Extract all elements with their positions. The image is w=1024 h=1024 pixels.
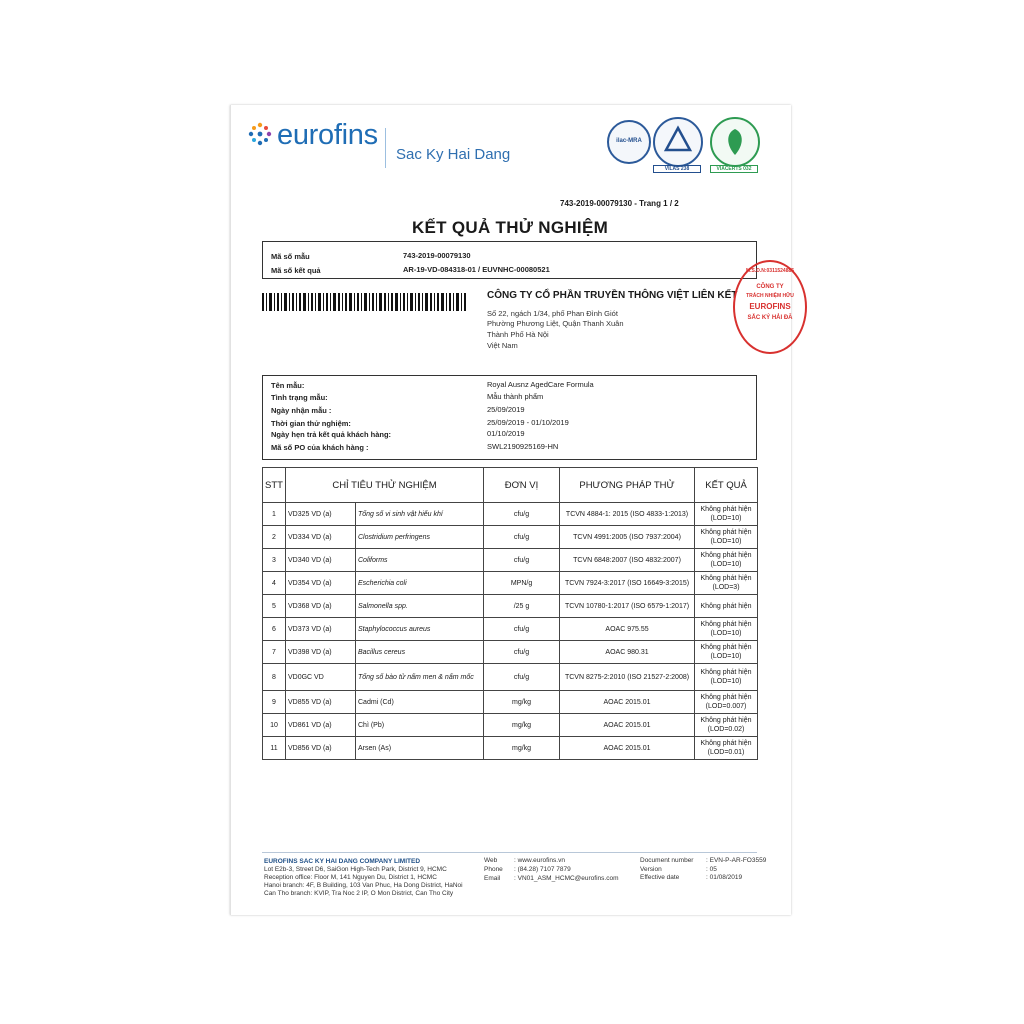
- brand-subtitle: Sac Ky Hai Dang: [396, 146, 511, 163]
- result-lod: (LOD=3): [712, 584, 740, 591]
- sample-info-label: Ngày hẹn trả kết quả khách hàng:: [271, 430, 392, 439]
- row-unit: cfu/g: [484, 549, 560, 572]
- row-stt: 9: [263, 691, 286, 714]
- row-indicator: Tổng số bào tử nấm men & nấm mốc: [356, 664, 484, 691]
- result-text: Không phát hiện: [700, 602, 752, 610]
- row-stt: 11: [263, 737, 286, 760]
- table-row: [263, 664, 758, 691]
- header-result: KẾT QUẢ: [695, 468, 758, 503]
- row-result: [695, 714, 758, 737]
- footer-doc-label: Effective date: [640, 874, 680, 881]
- sample-code-value: 743-2019-00079130: [403, 251, 471, 260]
- sample-info-label: Ngày nhận mẫu :: [271, 406, 332, 415]
- row-unit: cfu/g: [484, 526, 560, 549]
- footer-divider: [262, 852, 757, 853]
- header-stt: STT: [263, 468, 286, 503]
- page-info: 743-2019-00079130 - Trang 1 / 2: [560, 199, 679, 208]
- ilac-mra-logo: [607, 120, 651, 164]
- row-method: AOAC 2015.01: [560, 691, 695, 714]
- eurofins-logo-icon: [248, 122, 272, 146]
- vilas-logo: [653, 117, 703, 167]
- row-unit: cfu/g: [484, 618, 560, 641]
- result-lod: (LOD=0.007): [705, 703, 747, 710]
- result-text: Không phát hiện: [700, 575, 752, 582]
- footer-address-line: Can Tho branch: KVIP, Tra Noc 2 IP, O Mon District, Can Tho City: [264, 890, 454, 897]
- footer-address-line: Lot E2b-3, Street D6, SaiGon High-Tech Park, District 9, HCMC: [264, 866, 447, 873]
- barcode: [262, 293, 466, 311]
- sample-info-value: SWL2190925169-HN: [487, 442, 559, 451]
- result-text: Không phát hiện: [700, 506, 752, 513]
- result-lod: (LOD=10): [710, 653, 742, 660]
- results-table: [262, 467, 758, 760]
- row-result: [695, 641, 758, 664]
- table-row: [263, 737, 758, 760]
- row-unit: cfu/g: [484, 503, 560, 526]
- row-stt: 3: [263, 549, 286, 572]
- row-code: VD373 VD (a): [286, 618, 356, 641]
- row-code: VD334 VD (a): [286, 526, 356, 549]
- vilas-label: VILAS 238: [653, 165, 701, 173]
- row-code: VD325 VD (a): [286, 503, 356, 526]
- footer-contact-value: : (84.28) 7107 7879: [514, 866, 571, 873]
- row-result: [695, 691, 758, 714]
- footer-doc-label: Version: [640, 866, 662, 873]
- result-lod: (LOD=10): [710, 538, 742, 545]
- table-row: [263, 503, 758, 526]
- row-unit: mg/kg: [484, 691, 560, 714]
- result-code-label: Mã số kết quả: [271, 266, 321, 275]
- customer-address-line: Thành Phố Hà Nội: [487, 330, 549, 339]
- row-code: VD855 VD (a): [286, 691, 356, 714]
- row-method: TCVN 4991:2005 (ISO 7937:2004): [560, 526, 695, 549]
- footer-contact-value: : www.eurofins.vn: [514, 857, 565, 864]
- sample-info-label: Mã số PO của khách hàng :: [271, 443, 369, 452]
- page-title: KẾT QUẢ THỬ NGHIỆM: [411, 218, 609, 237]
- row-indicator: Cadmi (Cd): [356, 691, 484, 714]
- footer-contact-label: Web: [484, 857, 498, 864]
- stamp-brand-text: EUROFINS: [749, 302, 791, 311]
- row-code: VD368 VD (a): [286, 595, 356, 618]
- ilac-mra-label: ilac-MRA: [616, 138, 642, 144]
- footer-doc-label: Document number: [640, 857, 694, 864]
- result-lod: (LOD=0.01): [707, 749, 745, 756]
- row-method: TCVN 8275-2:2010 (ISO 21527-2:2008): [560, 664, 695, 691]
- row-code: VD354 VD (a): [286, 572, 356, 595]
- result-text: Không phát hiện: [700, 529, 752, 536]
- result-text: Không phát hiện: [700, 717, 752, 724]
- stamp-ring-text: M.S.D.N:0311524885: [745, 268, 795, 274]
- sample-info-value: Mẫu thành phẩm: [487, 392, 544, 401]
- row-method: AOAC 2015.01: [560, 714, 695, 737]
- triangle-icon: [655, 119, 701, 165]
- result-text: Không phát hiện: [700, 669, 752, 676]
- company-stamp: [733, 260, 807, 354]
- footer-address-line: Reception office: Floor M, 141 Nguyen Du, District 1, HCMC: [264, 874, 437, 881]
- row-result: [695, 618, 758, 641]
- row-indicator: Chì (Pb): [356, 714, 484, 737]
- sample-code-label: Mã số mẫu: [271, 252, 310, 261]
- row-unit: /25 g: [484, 595, 560, 618]
- row-indicator: Arsen (As): [356, 737, 484, 760]
- row-code: VD0GC VD: [286, 664, 356, 691]
- row-result: [695, 572, 758, 595]
- table-row: [263, 641, 758, 664]
- result-text: Không phát hiện: [700, 621, 752, 628]
- row-method: AOAC 2015.01: [560, 737, 695, 760]
- leaf-icon: [712, 119, 758, 165]
- row-method: TCVN 4884-1: 2015 (ISO 4833-1:2013): [560, 503, 695, 526]
- table-row: [263, 526, 758, 549]
- row-stt: 4: [263, 572, 286, 595]
- table-row: [263, 549, 758, 572]
- row-code: VD856 VD (a): [286, 737, 356, 760]
- row-indicator: Clostridium perfringens: [356, 526, 484, 549]
- row-result: [695, 737, 758, 760]
- sample-info-value: Royal Ausnz AgedCare Formula: [487, 380, 594, 389]
- sample-info-value: 01/10/2019: [487, 429, 525, 438]
- row-result: [695, 664, 758, 691]
- row-method: TCVN 7924-3:2017 (ISO 16649-3:2015): [560, 572, 695, 595]
- footer-address-line: Hanoi branch: 4F, B Building, 103 Van Phuc, Ha Dong District, HaNoi: [264, 882, 463, 889]
- sample-info-value: 25/09/2019: [487, 405, 525, 414]
- result-lod: (LOD=10): [710, 678, 742, 685]
- result-text: Không phát hiện: [700, 694, 752, 701]
- row-result: [695, 526, 758, 549]
- footer-doc-value: : 05: [706, 866, 717, 873]
- row-unit: MPN/g: [484, 572, 560, 595]
- row-result: [695, 595, 758, 618]
- footer-doc-value: : 01/08/2019: [706, 874, 743, 881]
- stamp-mid-text: TRÁCH NHIỆM HỮU: [746, 293, 794, 299]
- row-method: AOAC 975.55: [560, 618, 695, 641]
- table-row: [263, 595, 758, 618]
- table-header-row: [263, 468, 758, 503]
- row-stt: 8: [263, 664, 286, 691]
- row-unit: mg/kg: [484, 714, 560, 737]
- result-text: Không phát hiện: [700, 740, 752, 747]
- row-stt: 2: [263, 526, 286, 549]
- brand-name: eurofins: [277, 119, 378, 151]
- result-lod: (LOD=10): [710, 515, 742, 522]
- customer-company: CÔNG TY CỔ PHẦN TRUYỀN THÔNG VIỆT LIÊN KẾT: [487, 290, 738, 301]
- row-code: VD340 VD (a): [286, 549, 356, 572]
- footer-contact-label: Phone: [484, 866, 503, 873]
- row-method: TCVN 6848:2007 (ISO 4832:2007): [560, 549, 695, 572]
- stamp-top-text: CÔNG TY: [756, 284, 784, 290]
- row-method: AOAC 980.31: [560, 641, 695, 664]
- row-indicator: Tổng số vi sinh vật hiếu khí: [356, 503, 484, 526]
- header-unit: ĐƠN VỊ: [484, 468, 560, 503]
- brand-divider: [385, 128, 386, 168]
- stamp-bottom-text: SẮC KÝ HẢI ĐĂ: [747, 315, 793, 321]
- row-stt: 7: [263, 641, 286, 664]
- table-row: [263, 714, 758, 737]
- row-stt: 5: [263, 595, 286, 618]
- row-unit: cfu/g: [484, 641, 560, 664]
- footer-contact-label: Email: [484, 875, 501, 882]
- row-indicator: Staphylococcus aureus: [356, 618, 484, 641]
- result-text: Không phát hiện: [700, 552, 752, 559]
- customer-address-line: Việt Nam: [487, 341, 518, 350]
- row-code: VD398 VD (a): [286, 641, 356, 664]
- row-stt: 1: [263, 503, 286, 526]
- row-indicator: Bacillus cereus: [356, 641, 484, 664]
- footer-doc-value: : EVN-P-AR-FO3559: [706, 857, 767, 864]
- row-result: [695, 503, 758, 526]
- vicas-logo: [710, 117, 760, 167]
- table-row: [263, 691, 758, 714]
- result-lod: (LOD=10): [710, 630, 742, 637]
- row-unit: mg/kg: [484, 737, 560, 760]
- row-result: [695, 549, 758, 572]
- row-unit: cfu/g: [484, 664, 560, 691]
- row-code: VD861 VD (a): [286, 714, 356, 737]
- footer-contact-value: : VN01_ASM_HCMC@eurofins.com: [514, 875, 619, 882]
- sample-info-label: Tên mẫu:: [271, 381, 305, 390]
- sample-info-value: 25/09/2019 - 01/10/2019: [487, 418, 569, 427]
- result-text: Không phát hiện: [700, 644, 752, 651]
- row-method: TCVN 10780-1:2017 (ISO 6579-1:2017): [560, 595, 695, 618]
- table-row: [263, 618, 758, 641]
- header-indicator: CHỈ TIÊU THỬ NGHIỆM: [286, 468, 484, 503]
- result-lod: (LOD=10): [710, 561, 742, 568]
- vicas-label: VIACERTS 032: [710, 165, 758, 173]
- row-indicator: Salmonella spp.: [356, 595, 484, 618]
- table-row: [263, 572, 758, 595]
- result-lod: (LOD=0.02): [707, 726, 745, 733]
- row-stt: 6: [263, 618, 286, 641]
- result-code-value: AR-19-VD-084318-01 / EUVNHC-00080521: [403, 265, 550, 274]
- header-method: PHƯƠNG PHÁP THỬ: [560, 468, 695, 503]
- row-stt: 10: [263, 714, 286, 737]
- sample-info-label: Thời gian thử nghiệm:: [271, 419, 351, 428]
- row-indicator: Escherichia coli: [356, 572, 484, 595]
- sample-info-label: Tình trạng mẫu:: [271, 393, 328, 402]
- footer-company: EUROFINS SAC KY HAI DANG COMPANY LIMITED: [264, 858, 421, 865]
- customer-address-line: Phường Phương Liệt, Quận Thanh Xuân: [487, 319, 624, 328]
- row-indicator: Coliforms: [356, 549, 484, 572]
- customer-address-line: Số 22, ngách 1/34, phố Phan Đình Giót: [487, 309, 618, 318]
